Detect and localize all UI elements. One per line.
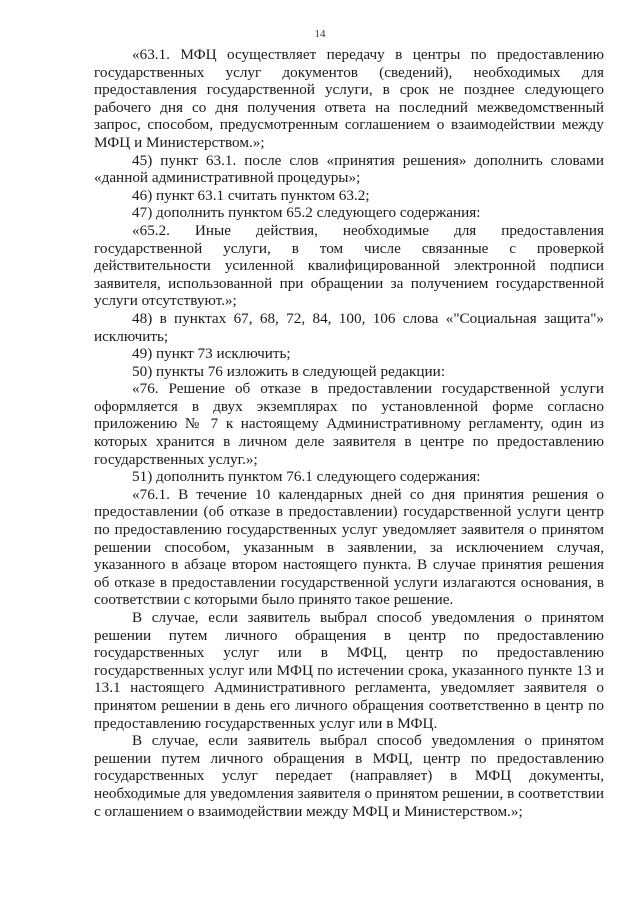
paragraph-item-46: 46) пункт 63.1 считать пунктом 63.2; [132,186,370,204]
paragraph-65-2: «65.2. Иные действия, необходимые для предоставления государственной услуги, в том числе связанные с проверкой действительности усиленной квалифицированной электронной подписи заявителя, использованной при обращении за получением государственной услуги отсутствуют.»; [94,221,604,310]
paragraph-item-51: 51) дополнить пунктом 76.1 следующего содержания: [132,468,481,486]
paragraph-item-48: 48) в пунктах 67, 68, 72, 84, 100, 106 слова «"Социальная защита"» исключить; [94,309,604,345]
page-number: 14 [314,28,326,40]
paragraph-item-50: 50) пункты 76 изложить в следующей редакции: [132,362,446,380]
paragraph-item-49: 49) пункт 73 исключить; [132,345,291,363]
paragraph-item-47: 47) дополнить пунктом 65.2 следующего содержания: [132,204,481,222]
paragraph-76-1-second: В случае, если заявитель выбрал способ уведомления о принятом решении путем личного обращения в центр по предоставлению государственных услуг или в МФЦ, центр по предоставлению государственных услуг или МФЦ по истечении срока, указанного пункте 13 и 13.1 настоящего Административного регламента, уведомляет заявителя о принятом решении в день его личного обращения соответственно в центр по предоставлению государственных услуг или в МФЦ. [94,609,604,732]
paragraph-76-1: «76.1. В течение 10 календарных дней со дня принятия решения о предоставлении (об отказе в предоставлении) государственной услуги центр по предоставлению государственных услуг уведомляет заявителя о принятом решении способом, указанным в заявлении, за исключением случая, указанного в абзаце втором настоящего пункта. В случае принятия решения об отказе в предоставлении государственной услуги излагаются основания, в соответствии с которыми было принято такое решение. [94,485,604,609]
paragraph-76: «76. Решение об отказе в предоставлении государственной услуги оформляется в двух экземплярах по установленной форме согласно приложению № 7 к настоящему Административному регламенту, один из которых хранится в личном деле заявителя в центре по предоставлению государственных услуг.»; [94,380,604,468]
paragraph-76-1-third: В случае, если заявитель выбрал способ уведомления о принятом решении путем личного обращения в МФЦ, центр по предоставлению государственных услуг передает (направляет) в МФЦ документы, необходимые для уведомления заявителя о принятом решении, в соответствии с оглашением о взаимодействии между МФЦ и Министерством.»; [94,732,604,820]
paragraph-item-45: 45) пункт 63.1. после слов «принятия решения» дополнить словами «данной административной процедуры»; [94,151,604,187]
paragraph-63-1: «63.1. МФЦ осуществляет передачу в центры по предоставлению государственных услуг документов (сведений), необходимых для предоставления государственной услуги, в срок не позднее следующего рабочего дня со дня получения ответа на последний межведомственный запрос, способом, предусмотренным соглашением о взаимодействии между МФЦ и Министерством.»; [94,46,604,151]
document-body [94,46,604,820]
